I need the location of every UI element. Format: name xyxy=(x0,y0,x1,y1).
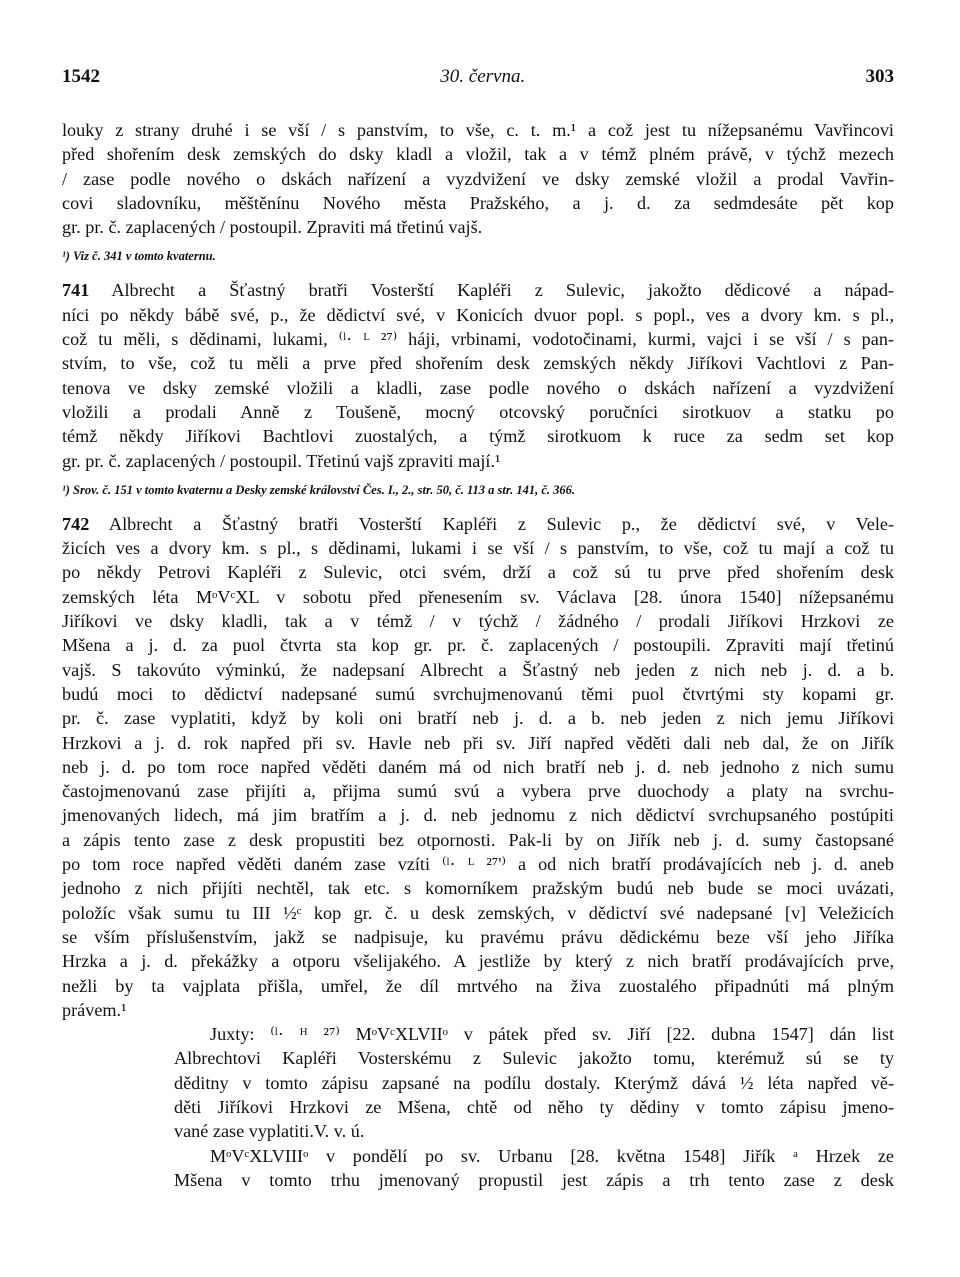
text-line: a zápis tento zase z desk propustiti bez otpornosti. Pak-li by on Jiřík neb j. d. sumy častopsané xyxy=(62,829,894,850)
text-line: níci po někdy bábě své, p., že dědictví své, v Konicích dvuor popl. s popl., ves a dvory km. s pl., xyxy=(62,304,894,325)
text-line: častojmenovanú zase přijíti a, přijma sumú svú a vybera prve duochody a platy na svrchu- xyxy=(62,781,894,802)
text-line: před shořením desk zemských do dsky kladl a vložil, tak a v témž plném právě, v týchž mezech xyxy=(62,144,894,165)
text-line: jmenovaných lidech, má jim bratřím a j. d. neb jednomu z nich dědictví svrchupsaného postúpiti xyxy=(62,805,894,826)
text-line: MᵒVᶜXLVIIIᵒ v pondělí po sv. Urbanu [28. května 1548] Jiřík ᵃ Hrzek ze xyxy=(210,1145,894,1166)
text-line: gr. pr. č. zaplacených / postoupil. Zpraviti má třetinú vajš. xyxy=(62,217,483,238)
text-line: pr. č. zase vyplatiti, když by koli oni bratří neb j. d. a b. neb jeden z nich jemu Jiříkovi xyxy=(62,708,894,729)
entry-number: 741 xyxy=(62,280,90,301)
juxty-note xyxy=(62,1022,894,1143)
footnote-2: ¹) Srov. č. 151 v tomto kvaternu a Desky zemské království Čes. I., 2., str. 50, č. 113 a str. 141, č. 366. xyxy=(62,482,575,497)
text-line: vané zase vyplatiti.V. v. ú. xyxy=(174,1121,365,1142)
text-line: louky z strany druhé i se vší / s panstvím, to vše, c. t. m.¹ a což jest tu nížepsanému Vavřincovi xyxy=(62,120,894,140)
text-line: vajš. S takovúto výminkú, že nadepsaní Albrecht a Šťastný neb jeden z nich neb j. d. a b. xyxy=(62,659,894,680)
text-line: což tu měli, s dědinami, lukami, ⁽ˡ· ᴸ ²⁷⁾ háji, vrbinami, vodotočinami, kurmi, vajci i se vší / s pan- xyxy=(62,329,894,350)
text-line: budú moci to dědictví nadepsané sumú svrchujmenovanú těmi puol čtvrtými sty kopami gr. xyxy=(62,683,894,704)
text-line: po tom roce napřed věděti daném zase vzíti ⁽ˡ· ᴸ ²⁷'⁾ a od nich bratří prodávajících neb j. d. aneb xyxy=(62,854,894,875)
entry-number: 742 xyxy=(62,513,90,534)
entry-first-line xyxy=(62,278,894,302)
text-line: Jiříkovi ve dsky kladli, tak a v témž / v týchž / žádného / prodali Jiříkovi Hrzkovi ze xyxy=(62,611,894,632)
page-number: 303 xyxy=(865,66,894,87)
release-note xyxy=(62,1144,894,1193)
text-line: Hrzkovi a j. d. rok napřed při sv. Havle neb při sv. Jiří napřed věděti dali neb dal, že on Jiřík xyxy=(62,732,894,753)
entry-741 xyxy=(62,278,894,472)
text-line: děditny v tomto zápisu zapsané na podílu dostaly. Kterýmž dává ½ léta napřed vě- xyxy=(174,1072,894,1093)
page xyxy=(62,66,894,1192)
page-header xyxy=(62,66,894,92)
text-line: děti Jiříkovi Hrzkovi ze Mšena, chtě od něho ty dědiny v tomto zápisu jmeno- xyxy=(174,1096,894,1117)
text-line: nežli by ta vajplata přišla, umřel, že díl mrtvého na živa zuostalého připadnúti má plným xyxy=(62,975,894,996)
text-line: položíc však sumu tu III ½ᶜ kop gr. č. u desk zemských, v dědictví své nadepsané [v] Veležicích xyxy=(62,902,894,923)
entry-742 xyxy=(62,512,894,1022)
text-line: Mšena a j. d. za puol čtvrta sta kop gr. pr. č. zaplacených / postoupili. Zpraviti mají třetinú xyxy=(62,635,894,656)
text-line: / zase podle nového o dskách nařízení a vyzdvižení ve dsky zemské vložil a prodal Vavřin- xyxy=(62,168,894,189)
text-line: jednoho z nich přijíti nechtěl, tak etc. s komorníkem pražským budú neb bude se moci uvázati, xyxy=(62,878,894,899)
text-line: zemských léta MᵒVᶜXL v sobotu před přenesením sv. Václava [28. února 1540] nížepsanému xyxy=(62,586,894,607)
header-date: 30. června. xyxy=(440,66,526,87)
text-line: se vším příslušenstvím, jakž se nadpisuje, ku pravému právu dědickému beze vší jeho Jiříka xyxy=(62,926,894,947)
text-line: Mšena v tomto trhu jmenovaný propustil jest zápis a trh tento zase z desk xyxy=(174,1169,894,1190)
text-line: neb j. d. po tom roce napřed věděti daném má od nich bratří neb j. d. neb jednoho z nich sumu xyxy=(62,756,894,777)
header-year: 1542 xyxy=(62,66,100,87)
text-line: Albrecht a Šťastný bratři Vosterští Kapléři z Sulevic p., že dědictví své, v Vele- xyxy=(108,513,894,534)
text-line: covi sladovníku, měštěnínu Nového města Pražského, a j. d. za sedmdesáte pět kop xyxy=(62,192,894,213)
text-line: po někdy Petrovi Kapléři z Sulevic, otci svém, drží a což sú tu prve před shořením desk xyxy=(62,562,894,583)
text-line: Hrzka a j. d. překážky a otporu všelijakého. A jestliže by který z nich bratří prodávajících prve, xyxy=(62,951,894,972)
paragraph-continuation xyxy=(62,118,894,239)
text-line: vložili a prodali Anně z Toušeně, mocný otcovský poručníci sirotkuov a statku po xyxy=(62,401,894,422)
text-line: tenova ve dsky zemské vložili a kladli, zase podle nového o dskách nařízení a vyzdvižení xyxy=(62,377,894,398)
text-line: stvím, to vše, což tu měli a prve před shořením desk zemských někdy Jiříkovi Vachtlovi z Pan- xyxy=(62,353,894,374)
text-line: gr. pr. č. zaplacených / postoupil. Třetinú vajš zpraviti mají.¹ xyxy=(62,450,501,471)
text-line: Albrechtovi Kapléři Vosterskému z Sulevic jakožto tomu, kterémuž sú se ty xyxy=(174,1048,894,1069)
footnote-1: ¹) Viz č. 341 v tomto kvaternu. xyxy=(62,249,216,264)
text-line: žicích ves a dvory km. s pl., s dědinami, lukami i se vší / s panstvím, to vše, což tu mají a což tu xyxy=(62,538,894,559)
text-line: právem.¹ xyxy=(62,999,127,1020)
text-line: Albrecht a Šťastný bratři Vosterští Kapléři z Sulevic, jakožto dědicové a nápad- xyxy=(111,280,894,301)
entry-first-line xyxy=(62,512,894,536)
text-line: Juxty: ⁽ˡ· ᴴ ²⁷⁾ MᵒVᶜXLVIIᵒ v pátek před sv. Jiří [22. dubna 1547] dán list xyxy=(210,1024,894,1045)
text-line: témž někdy Jiříkovi Bachtlovi zuostalých, a týmž sirotkuom k ruce za sedm set kop xyxy=(62,426,894,447)
